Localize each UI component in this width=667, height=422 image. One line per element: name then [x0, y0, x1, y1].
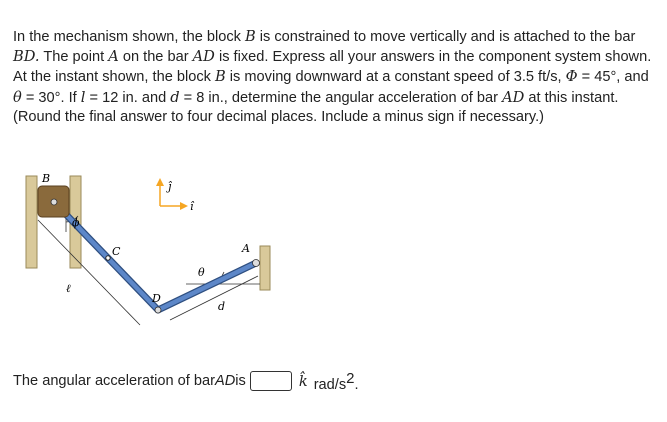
pin-d: [155, 307, 161, 313]
pin-c: [106, 256, 110, 260]
label-i: î: [190, 200, 194, 213]
right-support-wall: [260, 246, 270, 290]
k-unit-vector: k̂: [298, 372, 308, 390]
label-theta: θ: [198, 266, 205, 279]
i-arrowhead-icon: [180, 202, 188, 210]
label-phi: ϕ: [72, 216, 80, 229]
angular-acceleration-input[interactable]: [250, 371, 292, 391]
pin-a: [253, 260, 260, 267]
problem-statement: In the mechanism shown, the block B is constrained to move vertically and is attached to the bar BD. The point A on the bar AD is fixed. Express all your answers in the component system shown. At the instant shown, the block B is moving downward at a constant speed of 3.5 ft/s, Φ = 45°, and θ = 30°. If l = 12 in. and d = 8 in., determine the angular acceleration of bar AD at this instant. (Round the final answer to four decimal places. Include a minus sign if necessary.): [13, 28, 652, 125]
label-j: ĵ: [168, 180, 172, 193]
label-b: B: [42, 172, 51, 185]
label-a: A: [242, 242, 250, 255]
answer-prefix: The angular acceleration of bar: [13, 373, 216, 390]
answer-row: [13, 370, 359, 393]
mechanism-figure: [20, 170, 290, 330]
answer-is: is: [235, 373, 246, 390]
left-wall: [26, 176, 37, 268]
answer-unit: rad/$s^2$.: [313, 370, 359, 393]
label-c: C: [112, 245, 121, 258]
label-l: ℓ: [66, 282, 71, 295]
answer-bar-label: AD: [215, 373, 236, 390]
label-d-dim: d: [218, 300, 226, 313]
bar-ad-fill: [158, 263, 256, 310]
pin-b: [51, 199, 57, 205]
label-d: D: [152, 292, 161, 305]
j-arrowhead-icon: [156, 178, 164, 186]
